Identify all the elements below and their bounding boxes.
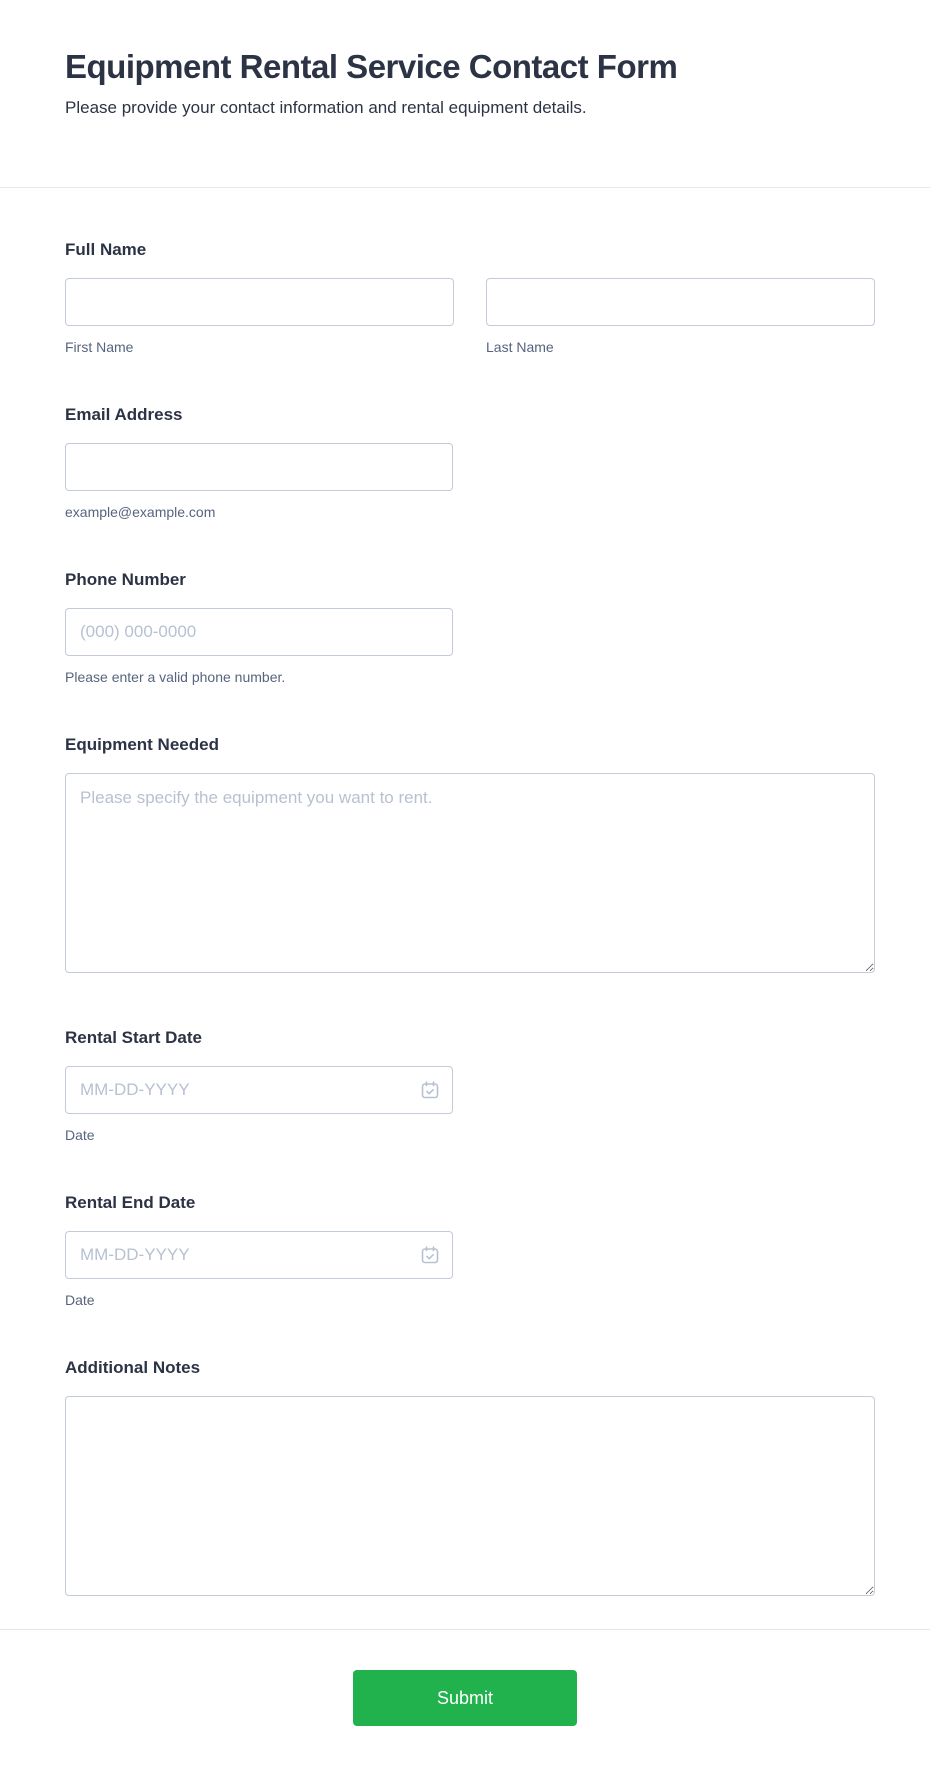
- form-title: Equipment Rental Service Contact Form: [65, 48, 678, 85]
- field-full-name: [65, 240, 875, 355]
- notes-label: Additional Notes: [65, 1358, 201, 1377]
- rental-start-sublabel: Date: [65, 1127, 95, 1143]
- equipment-label: Equipment Needed: [65, 735, 219, 754]
- field-additional-notes: [65, 1358, 875, 1601]
- phone-label: Phone Number: [65, 570, 186, 589]
- email-sublabel: example@example.com: [65, 504, 216, 520]
- form-subtitle: Please provide your contact information and rental equipment details.: [65, 98, 587, 117]
- rental-end-date-input[interactable]: [65, 1231, 453, 1279]
- rental-start-date-input[interactable]: [65, 1066, 453, 1114]
- rental-end-date-wrap: [65, 1231, 453, 1279]
- rental-end-sublabel: Date: [65, 1292, 95, 1308]
- field-equipment: [65, 735, 875, 978]
- notes-textarea[interactable]: [65, 1396, 875, 1596]
- last-name-sublabel: Last Name: [486, 339, 554, 355]
- last-name-col: [486, 278, 875, 355]
- email-input[interactable]: [65, 443, 453, 491]
- calendar-check-icon[interactable]: [419, 1079, 441, 1101]
- rental-start-date-wrap: [65, 1066, 453, 1114]
- last-name-input[interactable]: [486, 278, 875, 326]
- calendar-check-icon[interactable]: [419, 1244, 441, 1266]
- first-name-input[interactable]: [65, 278, 454, 326]
- field-email: [65, 405, 875, 520]
- field-rental-start-date: [65, 1028, 875, 1143]
- equipment-textarea[interactable]: [65, 773, 875, 973]
- full-name-label: Full Name: [65, 240, 147, 259]
- submit-button[interactable]: Submit: [353, 1670, 577, 1726]
- email-label: Email Address: [65, 405, 183, 424]
- phone-sublabel: Please enter a valid phone number.: [65, 669, 286, 685]
- name-row: [65, 278, 875, 355]
- form-header: [0, 0, 930, 188]
- rental-end-label: Rental End Date: [65, 1193, 196, 1212]
- form-footer: [0, 1629, 930, 1777]
- rental-start-label: Rental Start Date: [65, 1028, 202, 1047]
- field-rental-end-date: [65, 1193, 875, 1308]
- field-phone: [65, 570, 875, 685]
- phone-input[interactable]: [65, 608, 453, 656]
- form-body: [0, 188, 930, 1629]
- first-name-sublabel: First Name: [65, 339, 134, 355]
- first-name-col: [65, 278, 454, 355]
